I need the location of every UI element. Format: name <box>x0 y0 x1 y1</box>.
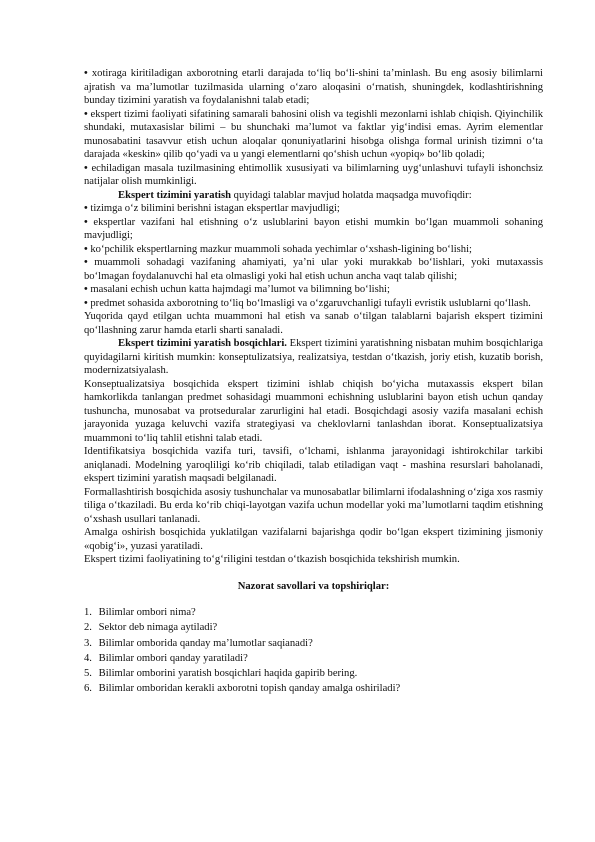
question-number: 3. <box>84 637 92 649</box>
questions-list <box>84 605 543 697</box>
bullet-symbol: • <box>84 297 88 309</box>
questions-title: Nazorat savollari va topshiriqlar: <box>237 580 390 592</box>
section-intro-creation: Ekspert tizimini yaratish quyidagi talablar mavjud holatda maqsadga muvofiqdir: <box>118 189 472 201</box>
question-text: Bilimlar omborini yaratish bosqichlari haqida gapirib bering. <box>98 668 358 680</box>
bullet-symbol: • <box>84 108 88 120</box>
bullet-item: • echiladigan masala tuzilmasining ehtimollik xususiyati va bilimlarning uyg‘unlashuvi tufayli ishonchsiz natijalar olish mumkinligi. <box>84 162 543 187</box>
question-item <box>84 636 543 651</box>
bullet-symbol: • <box>84 243 88 255</box>
bullet-symbol: • <box>84 162 88 174</box>
question-text: Bilimlar ombori nima? <box>98 607 196 618</box>
question-text: Bilimlar omboridan kerakli axborotni topish qanday amalga oshiriladi? <box>98 683 401 695</box>
bullet-item: • predmet sohasida axborotning to‘liq bo‘lmasligi va o‘zgaruvchanligi tufayli evristik uslublarni qo‘llash. <box>84 297 531 309</box>
bullet-item: • muammoli sohadagi vazifaning ahamiyati, ya’ni ular yoki murakkab bo‘lishlari, yoki mutaxassis bo‘lmagan foydalanuvchi hal eta olmasligi yoki hal etish uchun ancha vaqt talab qilishi; <box>84 257 543 282</box>
bullet-item: • xotiraga kiritiladigan axborotning etarli darajada to‘liq bo‘li-shini ta’minlash. Bu eng asosiy bilimlarni ajratish va ma’lumotlar tuzilmasida ularning o‘zaro aloqasini o‘rnatish, shuningdek, kodlashtirishning bunday tizimini yaratish va foydalanishni talab etadi; <box>84 68 543 106</box>
bullet-item: • ekspertlar vazifani hal etishning o‘z uslublarini bayon etishi mumkin bo‘lgan muammoli sohaning mavjudligi; <box>84 216 543 241</box>
bullet-symbol: • <box>84 203 88 214</box>
stage-paragraph-conceptualization: Konseptualizatsiya bosqichida ekspert tizimini ishlab chiqish bo‘yicha mutaxassis ekspert bilan hamkorlikda tanlangan predmet sohasidagi muammoni echishning uslublarini bayon etish uchun qanday tushuncha, munosabat va protseduralar zarurligini hal etadi. Bosqichdagi asosiy vazifa masalani echish jarayonida yuzaga keluvchi vazifa strategiyasi va cheklovlarni tanlashdan iborat. Konseptualizatsiya muammoni to‘liq tahlil etishni talab etadi. <box>84 378 543 444</box>
question-number: 6. <box>84 683 92 695</box>
question-text: Sektor deb nimaga aytiladi? <box>98 622 218 634</box>
section-heading-inline: Ekspert tizimini yaratish <box>118 189 231 201</box>
question-item <box>84 620 543 635</box>
question-text: Bilimlar ombori qanday yaratiladi? <box>98 652 248 664</box>
question-number: 1. <box>84 607 92 618</box>
bullet-symbol: • <box>84 216 88 228</box>
question-number: 4. <box>84 652 92 664</box>
question-item <box>84 651 543 666</box>
bullet-symbol: • <box>84 257 88 268</box>
bullet-symbol: • <box>84 284 88 295</box>
summary-paragraph: Yuqorida qayd etilgan uchta muammoni hal etish va sanab o‘tilgan talablarni bajarish ekspert tizimini qo‘llashning zarur hamda etarli sharti sanaladi. <box>84 311 543 336</box>
bullet-symbol: • <box>84 68 88 79</box>
bullet-list-requirements <box>84 202 543 310</box>
document-page <box>84 67 543 697</box>
section-intro-stages: Ekspert tizimini yaratish bosqichlari. Ekspert tizimini yaratishning nisbatan muhim bosqichlariga quyidagilarni kiritish mumkin: konseptulizatsiya, realizatsiya, testdan o‘tkazish, joriy etish, kuzatib borish, modernizatsiyalash. <box>84 338 544 376</box>
bullet-list-top <box>84 67 543 189</box>
stage-paragraph-formalization: Formallashtirish bosqichida asosiy tushunchalar va munosabatlar bilimlarni ifodalashning o‘ziga xos rasmiy tiliga o‘tkaziladi. Bu erda ko‘rib chiqi-layotgan vazifa uchun modellar yoki ma’lumotlarni taqdim etishning o‘xshash usullari tanlanadi. <box>84 486 543 525</box>
bullet-item: • ko‘pchilik ekspertlarning mazkur muammoli sohada yechimlar o‘xshash-ligining bo‘lishi; <box>84 243 472 255</box>
bullet-item: • masalani echish uchun katta hajmdagi ma’lumot va bilimning bo‘lishi; <box>84 284 390 295</box>
question-item <box>84 605 543 620</box>
stage-paragraph-identification: Identifikatsiya bosqichida vazifa turi, tavsifi, o‘lchami, ishlanma jarayonidagi ishtirokchilar tarkibi aniqlanadi. Modelning yaroqliligi ko‘rib chiqiladi, talab etiladigan vaqt - mashina resurslari baholanadi, ekspert tizimini yaratish maqsadi belgilanadi. <box>84 446 543 484</box>
bullet-item: • tizimga o‘z bilimini berishni istagan ekspertlar mavjudligi; <box>84 203 340 214</box>
stage-paragraph-testing: Ekspert tizimi faoliyatining to‘g‘riligini testdan o‘tkazish bosqichida tekshirish mumkin. <box>84 554 460 565</box>
stage-paragraph-implementation: Amalga oshirish bosqichida yuklatilgan vazifalarni bajarishga qodir bo‘lgan ekspert tizimining jismoniy «qobig‘i», yuzasi yaratiladi. <box>84 527 543 552</box>
question-item <box>84 666 543 681</box>
question-text: Bilimlar omborida qanday ma’lumotlar saqianadi? <box>98 637 313 649</box>
section-heading-inline: Ekspert tizimini yaratish bosqichlari. <box>118 338 287 349</box>
question-item <box>84 681 543 696</box>
bullet-item: • ekspert tizimi faoliyati sifatining samarali bahosini olish va tegishli mezonlarni ishlab chiqish. Qiyinchilik shundaki, mutaxasislar bilimi – bu shunchaki ma’lumot va faktlar yig‘indisi emas. Ayrim elementlar munosabatini tasavvur etish uchun aloqalar qonuniyatlarini hisobga olishga formal urinish tizimni o‘ta darajada «keskin» qilib qo‘yadi va u yangi elementlarni qo‘shish uchun «yopiq» bo‘lib qoladi; <box>84 108 543 160</box>
question-number: 2. <box>84 622 92 634</box>
question-number: 5. <box>84 668 92 680</box>
